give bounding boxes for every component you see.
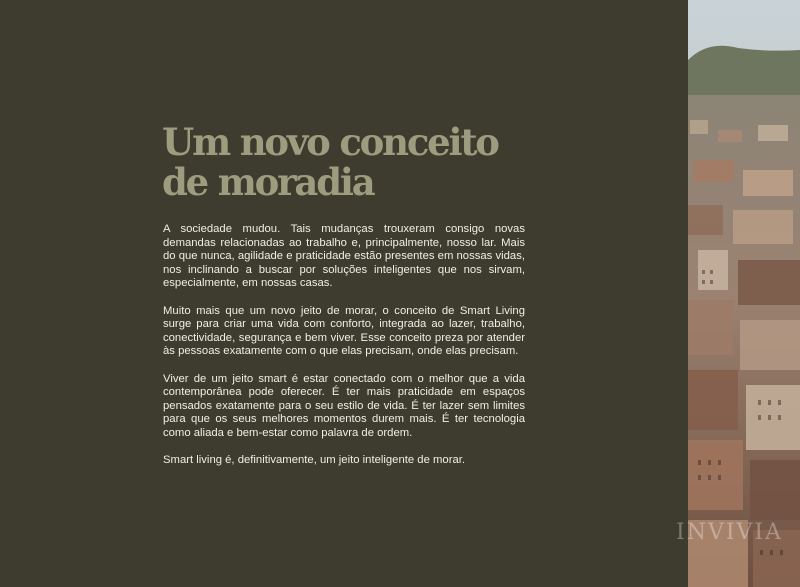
title-line-1: Um novo conceito bbox=[162, 120, 498, 164]
city-photo bbox=[688, 0, 800, 587]
paragraph-1: A sociedade mudou. Tais mudanças trouxeram consigo novas demandas relacionadas ao trabalho e, principalmente, nosso lar. Mais do que nunca, agilidade e praticidade estão presentes em nossas vidas, nos inclinando a buscar por soluções inteligentes que nos sirvam, especialmente, em nossas casas. bbox=[163, 223, 525, 290]
page-title bbox=[162, 122, 602, 202]
paragraph-3: Viver de um jeito smart é estar conectado com o melhor que a vida contemporânea pode oferecer. É ter mais praticidade em espaços pensados exatamente para o seu estilo de vida. É ter lazer sem limites para que os seus melhores momentos durem mais. É ter tecnologia como aliada e bem-estar como palavra de ordem. bbox=[163, 372, 525, 439]
paragraph-2: Muito mais que um novo jeito de morar, o conceito de Smart Living surge para criar uma vida com conforto, integrada ao lazer, trabalho, conectividade, segurança e bem viver. Esse conceito preza por atender às pessoas exatamente com o que elas precisam, onde elas precisam. bbox=[163, 304, 525, 358]
brand-watermark: INVIVIA bbox=[676, 520, 783, 545]
paragraph-4: Smart living é, definitivamente, um jeito inteligente de morar. bbox=[163, 454, 466, 467]
body-text bbox=[163, 223, 525, 481]
title-line-2: de moradia bbox=[162, 160, 374, 204]
city-aerial-image bbox=[688, 0, 800, 587]
